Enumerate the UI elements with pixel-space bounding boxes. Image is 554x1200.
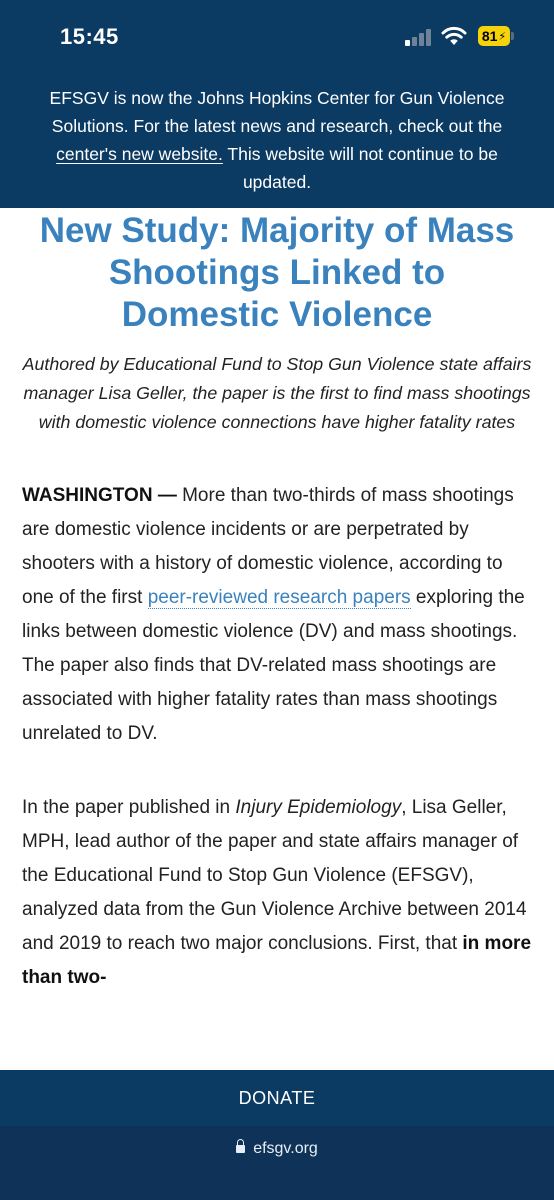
charging-bolt-icon: ⚡ (498, 30, 507, 43)
p2-text-before-journal: In the paper published in (22, 797, 236, 818)
article-subtitle: Authored by Educational Fund to Stop Gun Violence state affairs manager Lisa Geller, the paper is the first to find mass shootings with domestic violence connections have higher fatality rates (22, 354, 532, 432)
battery-tip (511, 32, 514, 40)
notice-text-before: EFSGV is now the Johns Hopkins Center for Gun Violence Solutions. For the latest news and research, check out the (49, 88, 505, 136)
browser-url-bar[interactable] (0, 1126, 554, 1200)
p2-bold-text: in more than two- (22, 933, 532, 988)
p2-text-after-journal: , Lisa Geller, MPH, lead author of the paper and state affairs manager of the Educational Fund to Stop Gun Violence (EFSGV), analyzed data from the Gun Violence Archive between 2014 and 2019 to reach two major conclusions. First, that (22, 797, 527, 954)
status-bar (0, 0, 554, 70)
article-title: New Study: Majority of Mass Shootings Linked to Domestic Violence (39, 211, 515, 334)
url-display[interactable] (0, 1140, 554, 1158)
p1-text-before-link: More than two-thirds of mass shootings are domestic violence incidents or are perpetrated by shooters with a history of domestic violence, according to one of the first (22, 485, 514, 608)
paragraph-2 (0, 791, 554, 995)
site-notice (20, 84, 534, 196)
lock-icon (236, 1145, 245, 1153)
status-time: 15:45 (60, 24, 119, 49)
url-text: efsgv.org (253, 1140, 318, 1157)
new-website-link[interactable]: center's new website. (56, 144, 223, 164)
notice-text-after: This website will not continue to be updated. (222, 144, 498, 192)
battery-indicator (478, 26, 510, 46)
dateline: WASHINGTON — (22, 485, 177, 506)
battery-level: 81 (481, 28, 498, 44)
cellular-signal-icon (405, 28, 435, 46)
research-papers-link[interactable]: peer-reviewed research papers (147, 587, 411, 608)
wifi-icon (441, 26, 467, 46)
donate-button[interactable]: DONATE (0, 1070, 554, 1126)
journal-name: Injury Epidemiology (235, 797, 402, 818)
top-header (0, 0, 554, 208)
paragraph-1 (0, 479, 554, 751)
p1-text-after-link: exploring the links between domestic violence (DV) and mass shootings. The paper also finds that DV-related mass shootings are associated with higher fatality rates than mass shootings unrelated to DV. (22, 587, 525, 744)
article (0, 208, 554, 995)
